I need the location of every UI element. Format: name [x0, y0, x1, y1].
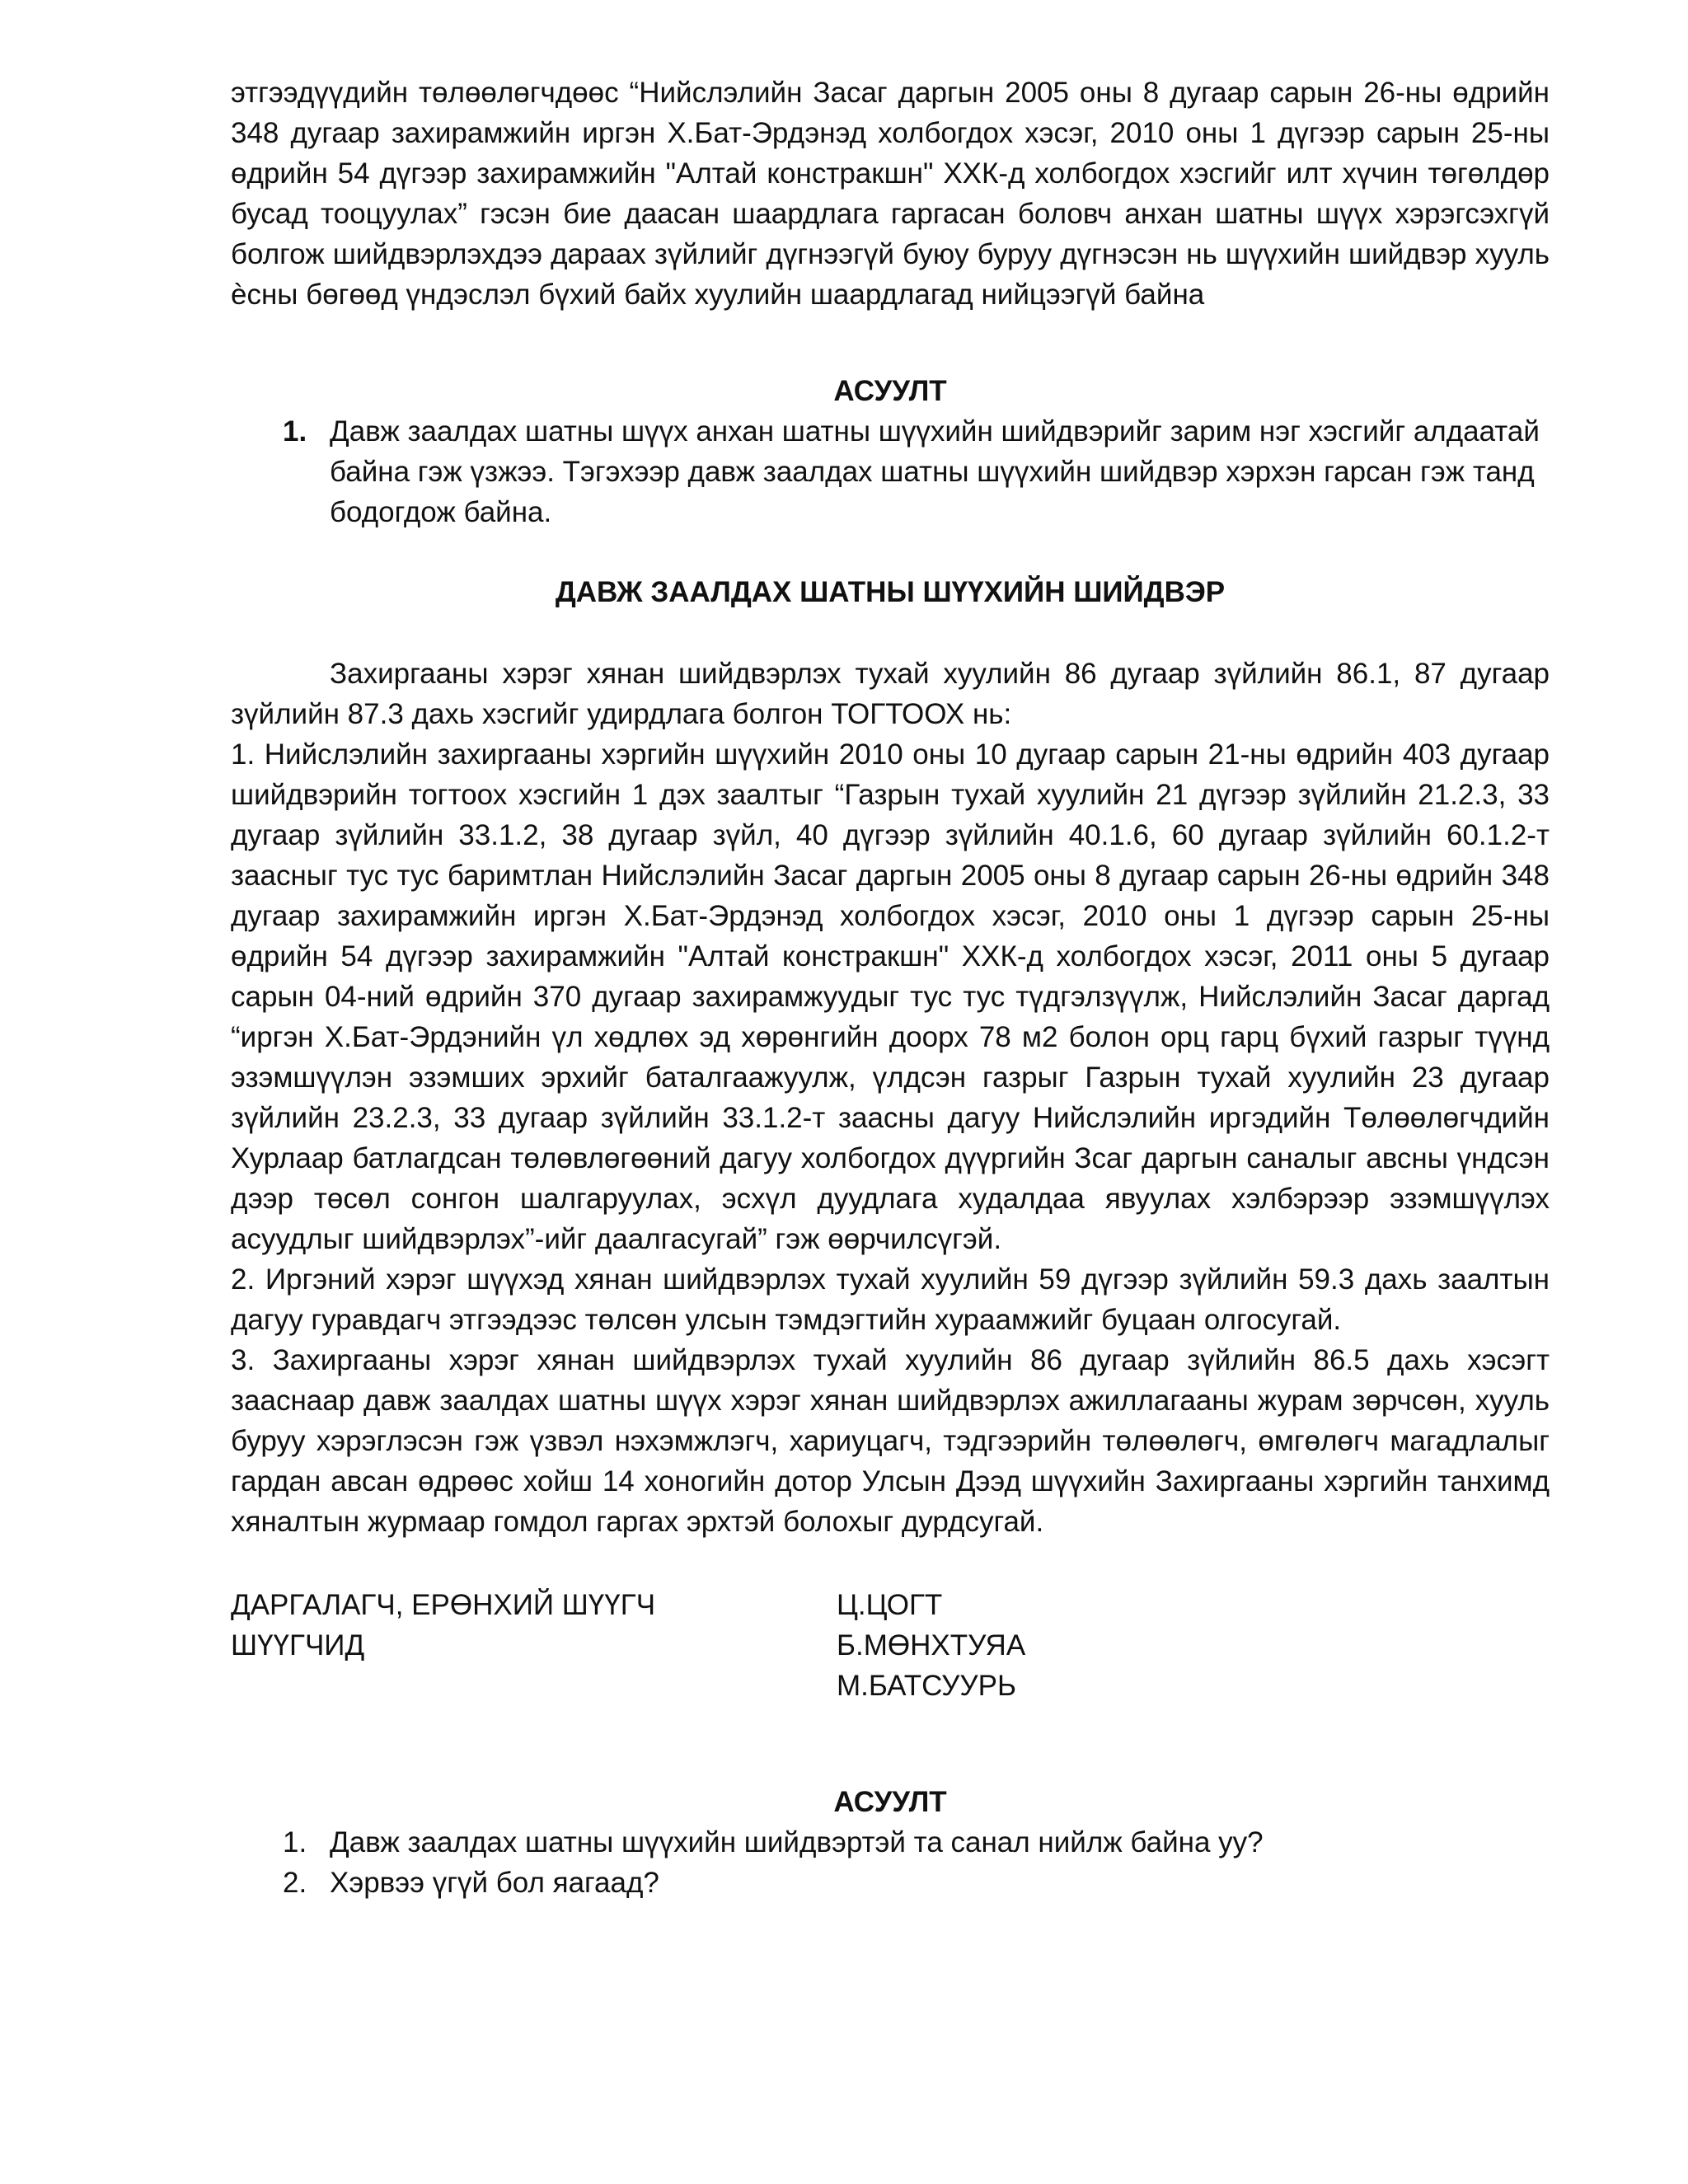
judge-name-2: М.БАТСУУРЬ — [837, 1670, 1016, 1702]
presiding-name: Ц.ЦОГТ — [837, 1589, 943, 1621]
question-heading-2: АСУУЛТ — [833, 1786, 947, 1818]
decision-paragraph-2: 2. Иргэний хэрэг шүүхэд хянан шийдвэрлэх тухай хуулийн 59 дүгээр зүйлийн 59.3 дахь заалтын дагуу гуравдагч этгээдээс төлсөн улсын тэмдэгтийн хураамжийг буцаан олгосугай. — [231, 1263, 1550, 1336]
presiding-role: ДАРГАЛАГЧ, ЕРӨНХИЙ ШҮҮГЧ — [231, 1589, 656, 1621]
document-page — [231, 73, 1550, 1903]
question-item — [231, 411, 1550, 532]
decision-preamble: Захиргааны хэрэг хянан шийдвэрлэх тухай хуулийн 86 дугаар зүйлийн 86.1, 87 дугаар зүйлийн 87.3 дахь хэсгийг удирдлага болгон ТОГТООХ нь: — [231, 658, 1550, 730]
decision-paragraph-1: 1. Нийслэлийн захиргааны хэргийн шүүхийн 2010 оны 10 дугаар сарын 21-ны өдрийн 403 дугаар шийдвэрийн тогтоох хэсгийн 1 дэх заалтыг “Газрын тухай хуулийн 21 дүгээр зүйлийн 21.2.3, 33 дугаар зүйлийн 33.1.2, 38 дугаар зүйл, 40 дүгээр зүйлийн 40.1.6, 60 дугаар зүйлийн 60.1.2-т заасныг тус тус баримтлан Нийслэлийн Засаг даргын 2005 оны 8 дугаар сарын 26-ны өдрийн 348 дугаар захирамжийн иргэн Х.Бат-Эрдэнэд холбогдох хэсэг, 2010 оны 1 дүгээр сарын 25-ны өдрийн 54 дүгээр захирамжийн "Алтай констракшн" ХХК-д холбогдох хэсэг, 2011 оны 5 дугаар сарын 04-ний өдрийн 370 дугаар захирамжуудыг тус тус түдгэлзүүлж, Нийслэлийн Засаг даргад “иргэн Х.Бат-Эрдэнийн үл хөдлөх эд хөрөнгийн доорх 78 м2 болон орц гарц бүхий газрыг түүнд эзэмшүүлэн эзэмших эрхийг баталгаажуулж, үлдсэн газрыг Газрын тухай хуулийн 23 дугаар зүйлийн 23.2.3, 33 дугаар зүйлийн 33.1.2-т заасны дагуу Нийслэлийн иргэдийн Төлөөлөгчдийн Хурлаар батлагдсан төлөвлөгөөний дагуу холбогдох дүүргийн Зсаг даргын саналыг авсны үндсэн дээр төсөл сонгон шалгаруулах, эсхүл дуудлага худалдаа явуулах хэлбэрээр эзэмшүүлэх асуудлыг шийдвэрлэх”-ийг даалгасугай” гэж өөрчилсүгэй. — [231, 738, 1550, 1255]
decision-paragraph-3: 3. Захиргааны хэрэг хянан шийдвэрлэх тухай хуулийн 86 дугаар зүйлийн 86.5 дахь хэсэгт зааснаар давж заалдах шатны шүүх хэрэг хянан шийдвэрлэх ажиллагааны журам зөрчсөн, хууль буруу хэрэглэсэн гэж үзвэл нэхэмжлэгч, хариуцагч, тэдгээрийн төлөөлөгч, өмгөлөгч магадлалыг гардан авсан өдрөөс хойш 14 хоногийн дотор Улсын Дээд шүүхийн Захиргааны хэргийн танхимд хяналтын журмаар гомдол гаргах эрхтэй болохыг дурдсугай. — [231, 1344, 1550, 1538]
judges-role: ШҮҮГЧИД — [231, 1629, 365, 1661]
question-text: Давж заалдах шатны шүүхийн шийдвэртэй та санал нийлж байна уу? — [330, 1826, 1264, 1858]
question-number: 1. — [283, 1826, 307, 1858]
intro-paragraph: этгээдүүдийн төлөөлөгчдөөс “Нийслэлийн Засаг даргын 2005 оны 8 дугаар сарын 26-ны өдрийн 348 дугаар захирамжийн иргэн Х.Бат-Эрдэнэд холбогдох хэсэг, 2010 оны 1 дүгээр сарын 25-ны өдрийн 54 дүгээр захирамжийн "Алтай констракшн" ХХК-д холбогдох хэсгийг илт хүчин төгөлдөр бусад тооцуулах” гэсэн бие даасан шаардлага гаргасан боловч анхан шатны шүүх хэрэгсэхгүй болгож шийдвэрлэхдээ дараах зүйлийг дүгнээгүй буюу буруу дүгнэсэн нь шүүхийн шийдвэр хууль ѐсны бөгөөд үндэслэл бүхий байх хуулийн шаардлагад нийцээгүй байна — [231, 77, 1550, 311]
question-number: 2. — [283, 1867, 307, 1899]
judge-name-1: Б.МӨНХТУЯА — [837, 1629, 1026, 1661]
question-item — [231, 1863, 1550, 1903]
question-item — [231, 1822, 1550, 1863]
question-list-1 — [231, 411, 1550, 532]
question-number: 1. — [283, 415, 307, 448]
decision-heading: ДАВЖ ЗААЛДАХ ШАТНЫ ШҮҮХИЙН ШИЙДВЭР — [555, 576, 1226, 608]
question-list-2 — [231, 1822, 1550, 1903]
signature-row-judge-2 — [231, 1666, 1550, 1706]
signature-block — [231, 1585, 1550, 1706]
question-heading-1: АСУУЛТ — [833, 375, 947, 407]
question-text: Давж заалдах шатны шүүх анхан шатны шүүхийн шийдвэрийг зарим нэг хэсгийг алдаатай байна гэж үзжээ. Тэгэхээр давж заалдах шатны шүүхийн шийдвэр хэрхэн гарсан гэж танд бодогдож байна. — [330, 415, 1540, 528]
question-text: Хэрвээ үгүй бол яагаад? — [330, 1867, 659, 1899]
signature-row-presiding — [231, 1585, 1550, 1625]
signature-row-judges — [231, 1625, 1550, 1666]
decision-body — [231, 654, 1550, 1542]
